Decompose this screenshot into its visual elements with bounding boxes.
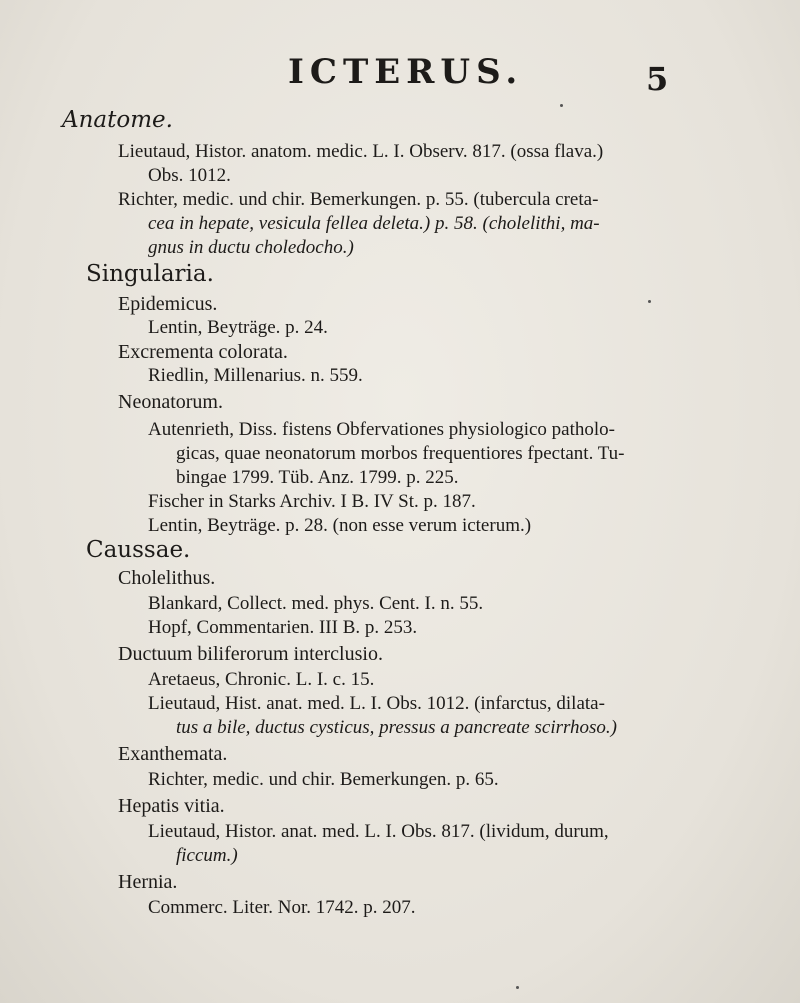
page-number: 5 (646, 60, 669, 98)
reference-line: Hopf, Commentarien. III B. p. 253. (148, 617, 418, 638)
section-heading: Anatome. (62, 107, 173, 133)
reference-line: Blankard, Collect. med. phys. Cent. I. n. 55. (148, 593, 484, 614)
paper-speck (560, 104, 563, 107)
reference-line: Richter, medic. und chir. Bemerkungen. p. 55. (tubercula creta- (118, 189, 599, 210)
section-heading: Caussae. (86, 537, 191, 563)
reference-line: Lieutaud, Histor. anat. med. L. I. Obs. 817. (lividum, durum, (148, 821, 609, 842)
reference-line: bingae 1799. Tüb. Anz. 1799. p. 225. (176, 467, 459, 488)
paper-speck (648, 300, 651, 303)
running-title: ICTERUS. (288, 52, 524, 92)
reference-line: gnus in ductu choledocho.) (148, 237, 354, 258)
reference-line: ficcum.) (176, 845, 238, 866)
subheading: Excrementa colorata. (118, 341, 288, 363)
reference-line: Aretaeus, Chronic. L. I. c. 15. (148, 669, 375, 690)
subheading: Epidemicus. (118, 293, 218, 315)
subheading: Ductuum biliferorum interclusio. (118, 643, 383, 665)
subheading: Exanthemata. (118, 743, 228, 765)
reference-line: Lentin, Beyträge. p. 24. (148, 317, 328, 338)
reference-line: Lentin, Beyträge. p. 28. (non esse verum icterum.) (148, 515, 532, 536)
reference-line: Commerc. Liter. Nor. 1742. p. 207. (148, 897, 416, 918)
reference-line: Obs. 1012. (148, 165, 231, 186)
reference-line: Riedlin, Millenarius. n. 559. (148, 365, 363, 386)
reference-line: Richter, medic. und chir. Bemerkungen. p. 65. (148, 769, 499, 790)
section-heading: Singularia. (86, 261, 214, 287)
running-header (0, 46, 800, 96)
paper-speck (516, 986, 519, 989)
reference-line: cea in hepate, vesicula fellea deleta.) p. 58. (cholelithi, ma- (148, 213, 600, 234)
reference-line: Autenrieth, Diss. fistens Obfervationes physiologico patholo- (148, 419, 616, 440)
reference-line: Lieutaud, Histor. anatom. medic. L. I. Observ. 817. (ossa flava.) (118, 141, 604, 162)
subheading: Hepatis vitia. (118, 795, 225, 817)
reference-line: gicas, quae neonatorum morbos frequentiores fpectant. Tu- (176, 443, 625, 464)
subheading: Hernia. (118, 871, 178, 893)
reference-line: Lieutaud, Hist. anat. med. L. I. Obs. 1012. (infarctus, dilata- (148, 693, 605, 714)
subheading: Cholelithus. (118, 567, 216, 589)
subheading: Neonatorum. (118, 391, 223, 413)
reference-line: Fischer in Starks Archiv. I B. IV St. p. 187. (148, 491, 476, 512)
reference-line: tus a bile, ductus cysticus, pressus a pancreate scirrhoso.) (176, 717, 618, 738)
